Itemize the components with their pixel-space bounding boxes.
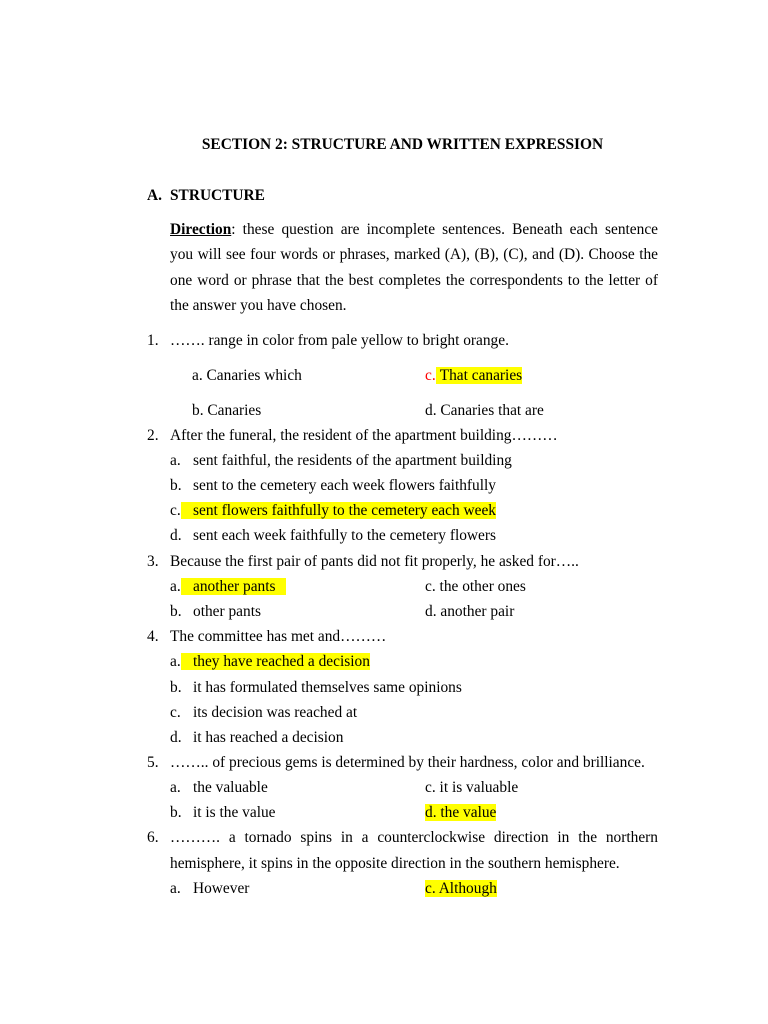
option-text: the other ones (439, 578, 526, 595)
question-number: 5. (147, 754, 159, 771)
option-text: its decision was reached at (193, 704, 358, 721)
direction-label: Direction (170, 221, 232, 238)
option-letter: a. (170, 880, 181, 897)
option-c (425, 577, 526, 597)
option-text: sent each week faithfully to the cemetery flowers (193, 527, 496, 544)
option-text: Although (438, 880, 497, 897)
option-letter: b. (192, 402, 204, 419)
option-letter: c. (425, 779, 436, 796)
direction-text: : these question are incomplete sentences. Beneath each sentence (231, 221, 658, 238)
option-letter: b. (170, 477, 182, 494)
direction-line: the answer you have chosen. (170, 297, 347, 314)
question-stem: ……. range in color from pale yellow to bright orange. (170, 332, 509, 349)
question-number: 1. (147, 332, 159, 349)
option-text: Canaries that are (440, 402, 544, 419)
option-letter: d. (170, 527, 182, 544)
option-a (192, 366, 302, 386)
option-text: the valuable (193, 779, 268, 796)
option-letter: c. (425, 578, 436, 595)
option-text: it has reached a decision (193, 729, 344, 746)
part-letter: A. (147, 187, 162, 204)
option-letter: a. (170, 452, 181, 469)
question-stem: Because the first pair of pants did not fit properly, he asked for….. (170, 553, 579, 570)
answer-highlight: That canaries (436, 367, 522, 384)
option-text: Canaries (207, 402, 262, 419)
option-letter: a. (170, 653, 181, 670)
option-text: it has formulated themselves same opinions (193, 679, 462, 696)
question-number: 3. (147, 553, 159, 570)
option-text: it is the value (193, 804, 276, 821)
option-letter: d. (425, 603, 437, 620)
option-a (181, 577, 286, 597)
option-letter: a. (170, 578, 181, 595)
option-a (181, 652, 370, 672)
option-text: it is valuable (439, 779, 519, 796)
option-text: sent to the cemetery each week flowers faithfully (193, 477, 496, 494)
option-letter: d. (425, 402, 437, 419)
option-letter: b. (170, 679, 182, 696)
part-title: STRUCTURE (170, 187, 265, 204)
option-c (425, 366, 522, 386)
option-d (425, 602, 514, 622)
question-number: 6. (147, 829, 159, 846)
question-stem: ………. a tornado spins in a counterclockwise direction in the northern (170, 829, 658, 846)
option-letter: d. (425, 804, 437, 821)
question-number: 4. (147, 628, 159, 645)
answer-highlight: another pants (181, 578, 286, 595)
option-text: However (193, 880, 250, 897)
answer-highlight (425, 804, 496, 821)
option-letter: a. (170, 779, 181, 796)
option-c (425, 778, 518, 798)
answer-highlight: sent flowers faithfully to the cemetery each week (181, 502, 496, 519)
option-letter: b. (170, 804, 182, 821)
option-letter: d. (170, 729, 182, 746)
option-text: other pants (193, 603, 261, 620)
section-title: SECTION 2: STRUCTURE AND WRITTEN EXPRESSION (201, 136, 604, 153)
option-letter: c. (170, 502, 181, 519)
option-letter: c. (425, 367, 436, 384)
direction-line (170, 220, 658, 240)
direction-line: one word or phrase that the best completes the correspondents to the letter of (170, 272, 658, 289)
option-letter: b. (170, 603, 182, 620)
answer-highlight (425, 880, 497, 897)
option-b (192, 401, 261, 421)
option-d (425, 401, 544, 421)
direction-line: you will see four words or phrases, marked (A), (B), (C), and (D). Choose the (170, 246, 658, 263)
option-c (181, 501, 496, 521)
option-letter: a. (192, 367, 203, 384)
option-letter: c. (425, 880, 436, 897)
option-d (425, 803, 496, 823)
question-stem: …….. of precious gems is determined by their hardness, color and brilliance. (170, 754, 645, 771)
option-letter: c. (170, 704, 181, 721)
question-stem: hemisphere, it spins in the opposite direction in the southern hemisphere. (170, 855, 620, 872)
option-text: Canaries which (206, 367, 302, 384)
option-text: sent faithful, the residents of the apartment building (193, 452, 512, 469)
option-text: another pair (440, 603, 515, 620)
option-c (425, 879, 497, 899)
question-number: 2. (147, 427, 159, 444)
question-stem: The committee has met and……… (170, 628, 387, 645)
question-stem: After the funeral, the resident of the apartment building……… (170, 427, 558, 444)
option-text: the value (440, 804, 497, 821)
answer-highlight: they have reached a decision (181, 653, 370, 670)
